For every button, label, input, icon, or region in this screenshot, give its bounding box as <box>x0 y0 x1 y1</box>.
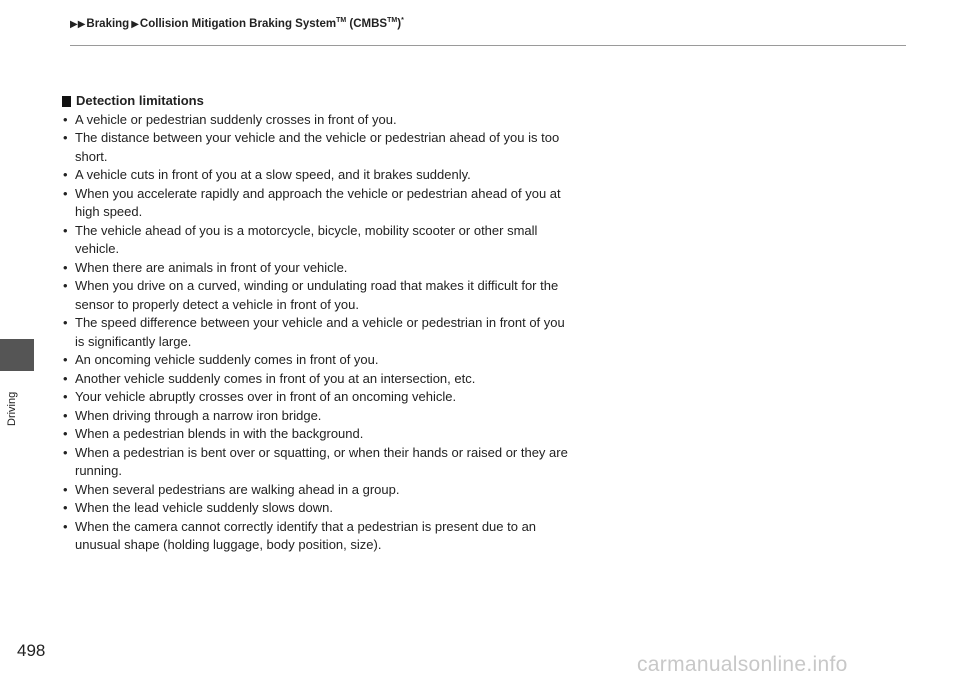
list-item: • When the camera cannot correctly identify that a pedestrian is present due to an unusual shape (holding luggage, body position, size). <box>62 518 577 555</box>
list-item: • When several pedestrians are walking ahead in a group. <box>62 481 577 500</box>
list-item: • When you drive on a curved, winding or undulating road that makes it difficult for the sensor to properly detect a vehicle in front of you. <box>62 277 577 314</box>
list-item: • When driving through a narrow iron bridge. <box>62 407 577 426</box>
list-item: • Your vehicle abruptly crosses over in front of an oncoming vehicle. <box>62 388 577 407</box>
breadcrumb <box>70 17 404 30</box>
header-rule <box>70 45 906 46</box>
limitations-list <box>62 111 577 555</box>
breadcrumb-close-paren: ) <box>397 17 402 30</box>
list-item: • The vehicle ahead of you is a motorcycle, bicycle, mobility scooter or other small vehicle. <box>62 222 577 259</box>
list-item: • Another vehicle suddenly comes in front of you at an intersection, etc. <box>62 370 577 389</box>
list-item: • A vehicle cuts in front of you at a slow speed, and it brakes suddenly. <box>62 166 577 185</box>
trademark-mark: TM <box>387 17 398 24</box>
list-item: • The speed difference between your vehicle and a vehicle or pedestrian in front of you is significantly large. <box>62 314 577 351</box>
square-bullet-icon <box>62 96 71 107</box>
page-number: 498 <box>17 641 46 660</box>
list-item: • When you accelerate rapidly and approach the vehicle or pedestrian ahead of you at high speed. <box>62 185 577 222</box>
breadcrumb-cmbs-abbrev: (CMBS <box>349 17 388 30</box>
breadcrumb-item-cmbs[interactable]: Collision Mitigation Braking System <box>139 17 337 30</box>
arrow-icon: ▶ <box>131 18 139 30</box>
list-item: • The distance between your vehicle and the vehicle or pedestrian ahead of you is too short. <box>62 129 577 166</box>
list-item: • When the lead vehicle suddenly slows down. <box>62 499 577 518</box>
list-item: • When a pedestrian blends in with the background. <box>62 425 577 444</box>
list-item: • When a pedestrian is bent over or squatting, or when their hands or raised or they are running. <box>62 444 577 481</box>
asterisk-mark: * <box>401 17 404 24</box>
list-item: • A vehicle or pedestrian suddenly crosses in front of you. <box>62 111 577 130</box>
detection-limitations-section <box>62 92 577 555</box>
side-tab-label: Driving <box>6 391 18 426</box>
section-heading-text: Detection limitations <box>76 93 204 108</box>
watermark: carmanualsonline.info <box>637 653 848 676</box>
breadcrumb-item-braking[interactable]: Braking <box>86 17 130 30</box>
list-item: • When there are animals in front of your vehicle. <box>62 259 577 278</box>
double-arrow-icon: ▶▶ <box>70 18 86 30</box>
section-heading <box>62 92 577 111</box>
trademark-mark: TM <box>336 17 347 24</box>
list-item: • An oncoming vehicle suddenly comes in front of you. <box>62 351 577 370</box>
side-tab-marker <box>0 339 34 371</box>
